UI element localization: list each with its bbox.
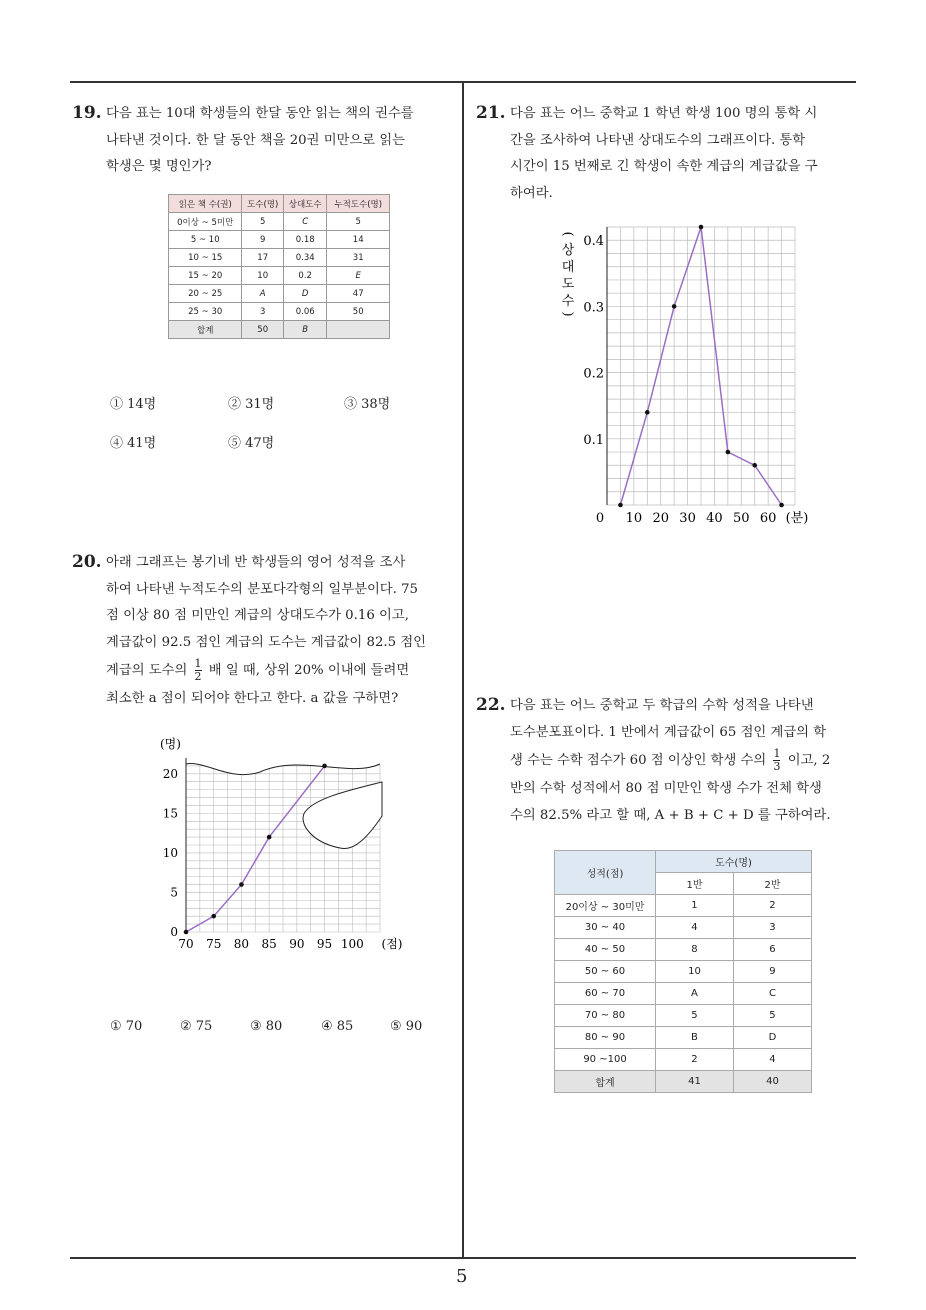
y-tick-label: 15 bbox=[162, 806, 178, 821]
data-point bbox=[618, 503, 623, 508]
data-point bbox=[267, 835, 272, 840]
x-tick-label: 80 bbox=[233, 937, 250, 951]
x-tick-label: 50 bbox=[733, 511, 750, 526]
question-text: 다음 표는 10대 학생들의 한달 동안 읽는 책의 권수를 나타낸 것이다. 한 달 동안 책을 20권 미만으로 읽는 학생은 몇 명인가? bbox=[106, 106, 414, 174]
x-tick-label: 30 bbox=[679, 511, 696, 526]
data-point bbox=[779, 503, 784, 508]
table-row: 40 ~ 50 8 6 bbox=[555, 939, 812, 961]
table-header: 도수(명) bbox=[242, 195, 283, 213]
table-header: 성적(점) bbox=[555, 851, 656, 895]
x-tick-label: 100 bbox=[340, 937, 364, 951]
q19-frequency-table bbox=[168, 194, 390, 339]
x-tick-label: 85 bbox=[261, 937, 277, 951]
y-tick-label: 10 bbox=[162, 845, 178, 860]
fraction: $\frac{1}{2}$ bbox=[194, 657, 202, 683]
table-sum-row: 합계 41 40 bbox=[555, 1071, 812, 1093]
table-row: 20이상 ~ 30미만 1 2 bbox=[555, 895, 812, 917]
table-header: 누적도수(명) bbox=[327, 195, 390, 213]
option-2[interactable]: ② 31명 bbox=[228, 397, 275, 412]
x-tick-label: 70 bbox=[178, 937, 194, 951]
x-tick-label: 0 bbox=[595, 511, 605, 526]
table-row: 60 ~ 70 A C bbox=[555, 983, 812, 1005]
table-row: 20 ~ 25 A D 47 bbox=[169, 285, 390, 303]
table-header: 읽은 책 수(권) bbox=[169, 195, 242, 213]
q21-relative-frequency-chart bbox=[550, 222, 820, 532]
table-header: 1반 bbox=[656, 873, 734, 895]
data-point bbox=[672, 304, 677, 309]
bottom-rule bbox=[70, 1257, 856, 1259]
y-axis-label-char: 상 bbox=[561, 243, 575, 258]
y-tick-label: 0.1 bbox=[583, 432, 604, 448]
x-tick-label: 75 bbox=[206, 937, 222, 951]
table-header: 2반 bbox=[733, 873, 811, 895]
question-text: 다음 표는 어느 중학교 1 학년 학생 100 명의 통학 시 간을 조사하여 나타낸 상대도수의 그래프이다. 통학 시간이 15 번째로 긴 학생이 속한 계급의 계급값을 구 하여라. bbox=[510, 106, 818, 201]
y-axis-label: (명) bbox=[160, 737, 181, 751]
data-point bbox=[699, 225, 704, 230]
torn-patch bbox=[303, 782, 382, 849]
x-axis-label: (분) bbox=[785, 511, 809, 526]
option-3[interactable]: ③ 80 bbox=[250, 1019, 283, 1034]
table-row: 90 ~100 2 4 bbox=[555, 1049, 812, 1071]
table-header: 도수(명) bbox=[656, 851, 812, 873]
table-row: 10 ~ 15 17 0.34 31 bbox=[169, 249, 390, 267]
y-tick-label: 0 bbox=[170, 925, 178, 939]
question-number: 22. bbox=[476, 695, 506, 715]
question-number: 19. bbox=[72, 103, 102, 123]
column-divider bbox=[462, 82, 464, 1257]
table-header: 상대도수 bbox=[283, 195, 327, 213]
question-number: 21. bbox=[476, 103, 506, 123]
table-sum-row: 합계 50 B bbox=[169, 321, 390, 339]
x-axis-label: (점) bbox=[381, 937, 403, 951]
fraction: $\frac{1}{3}$ bbox=[773, 747, 781, 773]
table-row: 15 ~ 20 10 0.2 E bbox=[169, 267, 390, 285]
y-tick-label: 20 bbox=[162, 766, 178, 781]
q20-cumulative-frequency-chart bbox=[150, 732, 410, 962]
option-4[interactable]: ④ 85 bbox=[321, 1019, 354, 1034]
table-row: 0이상 ~ 5미만 5 C 5 bbox=[169, 213, 390, 231]
x-tick-label: 90 bbox=[289, 937, 305, 951]
x-tick-label: 10 bbox=[625, 511, 643, 526]
y-axis-label-char: 수 bbox=[561, 294, 575, 309]
page-number: 5 bbox=[456, 1266, 468, 1287]
y-tick-label: 5 bbox=[170, 885, 178, 900]
data-point bbox=[239, 882, 244, 887]
option-4[interactable]: ④ 41명 bbox=[110, 436, 157, 451]
option-1[interactable]: ① 14명 bbox=[110, 397, 157, 412]
y-tick-label: 0.4 bbox=[583, 234, 604, 250]
table-row: 5 ~ 10 9 0.18 14 bbox=[169, 231, 390, 249]
y-axis-label-char: 도 bbox=[561, 277, 575, 292]
question-text: 다음 표는 어느 중학교 두 학급의 수학 성적을 나타낸 도수분포표이다. 1 반에서 계급값이 65 점인 계급의 학 생 수는 수학 점수가 60 점 이상인 학생 수의 $\frac{1}{3}$ 이고, 2 반의 수학 성적에서 80 점 미만인 학생 수가 전체 학생 수의 82.5% 라고 할 때, A + B + C + D 를 구하여라. bbox=[510, 698, 831, 823]
table-row: 70 ~ 80 5 5 bbox=[555, 1005, 812, 1027]
q22-frequency-table bbox=[554, 850, 812, 1093]
x-tick-label: 20 bbox=[652, 511, 669, 526]
option-2[interactable]: ② 75 bbox=[180, 1019, 213, 1034]
data-point bbox=[322, 764, 327, 769]
x-tick-label: 60 bbox=[759, 511, 777, 526]
question-text: 아래 그래프는 봉기네 반 학생들의 영어 성적을 조사 하여 나타낸 누적도수의 분포다각형의 일부분이다. 75 점 이상 80 점 미만인 계급의 상대도수가 0.16 이고, 계급값이 92.5 점인 계급의 도수는 계급값이 82.5 점인 계급의 도수의 $\frac{1}{2}$ 배 일 때, 상위 20% 이내에 들려면 최소한 a 점이 되어야 한다고 한다. a 값을 구하면? bbox=[106, 555, 427, 706]
x-tick-label: 95 bbox=[316, 937, 333, 951]
question-number: 20. bbox=[72, 552, 102, 572]
table-row: 80 ~ 90 B D bbox=[555, 1027, 812, 1049]
data-point bbox=[645, 410, 650, 415]
y-axis-label-char: ) bbox=[560, 311, 575, 317]
y-axis-label-char: 대 bbox=[561, 260, 575, 275]
option-3[interactable]: ③ 38명 bbox=[344, 397, 391, 412]
y-tick-label: 0.2 bbox=[583, 366, 604, 382]
data-point bbox=[752, 463, 757, 468]
table-row: 50 ~ 60 10 9 bbox=[555, 961, 812, 983]
data-point bbox=[211, 914, 216, 919]
data-point bbox=[726, 450, 731, 455]
x-tick-label: 40 bbox=[706, 511, 723, 526]
data-point bbox=[184, 930, 189, 935]
y-tick-label: 0.3 bbox=[583, 300, 604, 316]
table-row: 30 ~ 40 4 3 bbox=[555, 917, 812, 939]
table-row: 25 ~ 30 3 0.06 50 bbox=[169, 303, 390, 321]
option-5[interactable]: ⑤ 90 bbox=[390, 1019, 423, 1034]
y-axis-label-char: ( bbox=[560, 231, 575, 237]
option-5[interactable]: ⑤ 47명 bbox=[228, 436, 275, 451]
option-1[interactable]: ① 70 bbox=[110, 1019, 143, 1034]
